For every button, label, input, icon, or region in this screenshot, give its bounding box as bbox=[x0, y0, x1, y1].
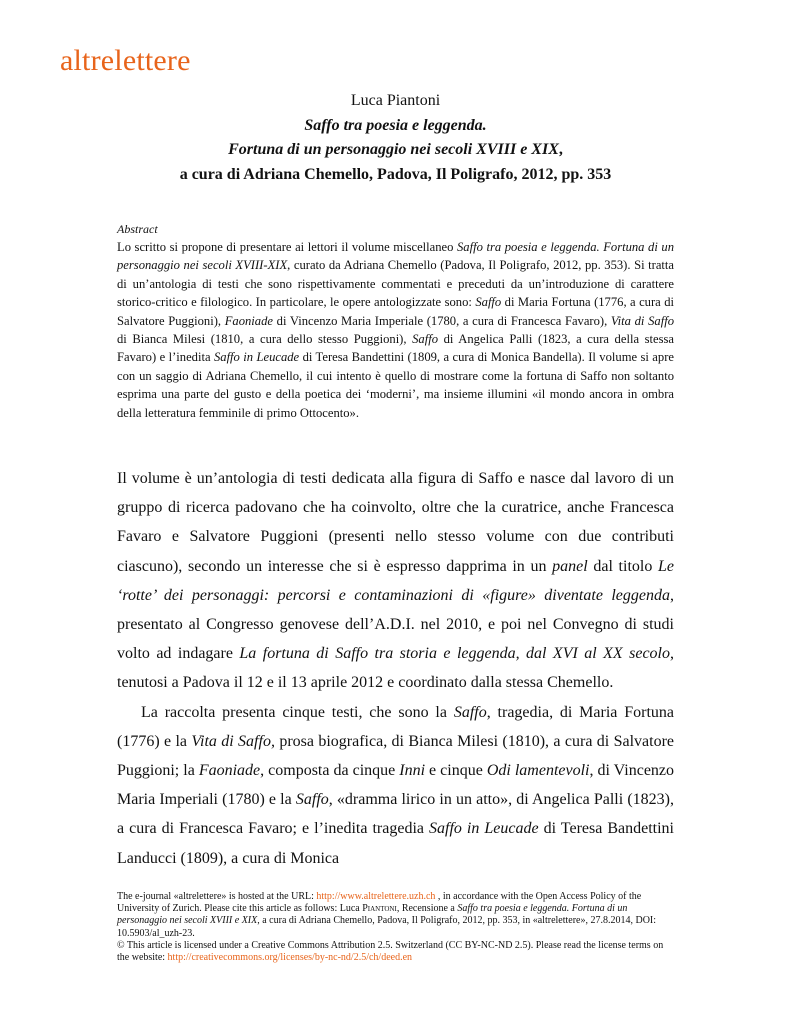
text-segment: , presentato al Congresso genovese dell’A.D.I. nel 2010, e poi nel Convegno di studi volto ad indagare bbox=[117, 586, 674, 663]
book-title: Saffo tra poesia e leggenda. bbox=[304, 117, 487, 134]
review-body bbox=[117, 464, 674, 873]
book-subtitle bbox=[0, 141, 791, 159]
abstract-segment: di Bianca Milesi (1810, a cura dello stesso Puggioni), bbox=[117, 332, 413, 347]
text-segment: di Teresa Bandettini Landucci (1809), a cura di Monica bbox=[117, 820, 674, 867]
abstract-segment: di Vincenzo Maria Imperiale (1780, a cura di Francesca Favaro), bbox=[273, 313, 611, 328]
italic-segment: Odi lamentevoli bbox=[486, 762, 590, 780]
italic-segment: Saffo bbox=[295, 791, 329, 809]
footer-text: The e-journal «altrelettere» is hosted at the URL: bbox=[117, 891, 317, 902]
abstract-segment: di Maria Fortuna (1776, a cura di Salvatore Puggioni), bbox=[117, 295, 675, 328]
text-segment: , tragedia, di Maria Fortuna (1776) e la bbox=[117, 703, 675, 750]
abstract-text bbox=[117, 238, 674, 422]
footer-citation bbox=[117, 891, 677, 940]
journal-logo: altrelettere bbox=[60, 44, 191, 77]
italic-segment: Vita di Saffo, bbox=[191, 732, 275, 750]
abstract-segment: di Angelica Palli (1823, a cura della stessa Favaro) e l’inedita bbox=[117, 332, 675, 365]
text-segment: , «dramma lirico in un atto», di Angelica Palli (1823), a cura di Francesca Favaro; e l’inedita tragedia bbox=[117, 791, 674, 838]
review-author: Luca Piantoni bbox=[350, 92, 441, 109]
abstract-italic: Saffo tra poesia e leggenda. Fortuna di un personaggio nei secoli XVIII-XIX bbox=[117, 240, 675, 273]
paragraph-2 bbox=[117, 698, 674, 873]
text-segment: prosa biografica, di Bianca Milesi (1810), a cura di Salvatore Puggioni; la bbox=[117, 732, 675, 780]
abstract-italic: Faoniade bbox=[224, 313, 273, 328]
footer-license bbox=[117, 940, 677, 964]
paragraph-1 bbox=[117, 464, 674, 698]
italic-segment: La fortuna di Saffo tra storia e leggenda, dal XVI al XX secolo bbox=[239, 645, 670, 663]
abstract-italic: Saffo bbox=[412, 332, 439, 347]
footer-text: , in accordance with the Open Access Policy of the University of Zurich. Please cite this article as follows: Luca bbox=[117, 891, 642, 915]
abstract-segment: Lo scritto si propone di presentare ai lettori il volume miscellaneo bbox=[117, 240, 457, 254]
italic-segment: panel bbox=[552, 557, 588, 575]
book-subtitle-text: Fortuna di un personaggio nei secoli XVIII e XIX bbox=[228, 141, 559, 158]
book-subtitle-comma: , bbox=[558, 141, 563, 158]
text-segment: e cinque bbox=[425, 762, 487, 780]
abstract-label: Abstract bbox=[117, 222, 158, 236]
text-segment: , tenutosi a Padova il 12 e il 13 aprile 2012 e coordinato dalla stessa Chemello. bbox=[117, 645, 674, 692]
license-url-link[interactable]: http://creativecommons.org/licenses/by-nc-nd/2.5/ch/deed.en bbox=[167, 952, 413, 964]
footer-author-smallcaps: Piantoni bbox=[362, 903, 397, 915]
italic-segment: Saffo in Leucade bbox=[429, 820, 539, 838]
book-editor-info: a cura di Adriana Chemello, Padova, Il Poligrafo, 2012, pp. 353 bbox=[179, 166, 612, 183]
text-segment: La raccolta presenta cinque testi, che sono la bbox=[141, 703, 454, 721]
footer-text: , a cura di Adriana Chemello, Padova, Il Poligrafo, 2012, pp. 353, in «altrelettere», 27.8.2014, DOI: 10.5903/al_uzh-23. bbox=[117, 915, 657, 939]
footer-italic-title: Saffo tra poesia e leggenda. Fortuna di un personaggio nei secoli XVIII e XIX bbox=[117, 903, 628, 927]
page-footer bbox=[117, 891, 677, 964]
italic-segment: Inni bbox=[399, 762, 426, 780]
abstract-italic: Saffo in Leucade bbox=[213, 350, 300, 365]
abstract-segment: di Teresa Bandettini (1809, a cura di Monica Bandella). Il volume si apre con un saggio di Adriana Chemello, il cui intento è quello di mostrare come la fortuna di Saffo non soltanto esprima una parte del gusto e della poetica dei ‘moderni’, ma insieme illumini «il mondo ancora in ombra della letteratura femminile di primo Ottocento». bbox=[117, 350, 674, 420]
footer-text: © This article is licensed under a Creative Commons Attribution 2.5. Switzerland (CC BY-NC-ND 2.5). Please read the license terms on the website: bbox=[117, 939, 664, 964]
text-segment: , composta da cinque bbox=[260, 762, 400, 780]
journal-url-link[interactable]: http://www.altrelettere.uzh.ch bbox=[316, 891, 436, 902]
footer-text: , Recensione a bbox=[396, 903, 458, 915]
text-segment: Il volume è un’antologia di testi dedicata alla figura di Saffo e nasce dal lavoro di un gruppo di ricerca padovano che ha coinvolto, oltre che la curatrice, anche Francesca Favaro e Salvatore Puggioni (presenti nello stesso volume con due contributi ciascuno), secondo un interesse che si è espresso dapprima in un bbox=[117, 470, 674, 575]
italic-segment: Saffo bbox=[453, 703, 487, 721]
abstract-italic: Vita di Saffo bbox=[610, 313, 674, 328]
italic-segment: Faoniade bbox=[198, 762, 261, 780]
abstract-segment: , curato da Adriana Chemello (Padova, Il Poligrafo, 2012, pp. 353). Si tratta di un’antologia di testi che sono rispettivamente commentati e preceduti da un’introduzione di carattere storico-critico e filologico. In particolare, le opere antologizzate sono: bbox=[117, 258, 674, 310]
abstract-italic: Saffo bbox=[475, 295, 502, 310]
text-segment: dal titolo bbox=[587, 557, 659, 575]
text-segment: , di Vincenzo Maria Imperiali (1780) e la bbox=[117, 762, 675, 809]
italic-segment: Le ‘rotte’ dei personaggi: percorsi e contaminazioni di «figure» diventate leggenda bbox=[117, 557, 675, 604]
